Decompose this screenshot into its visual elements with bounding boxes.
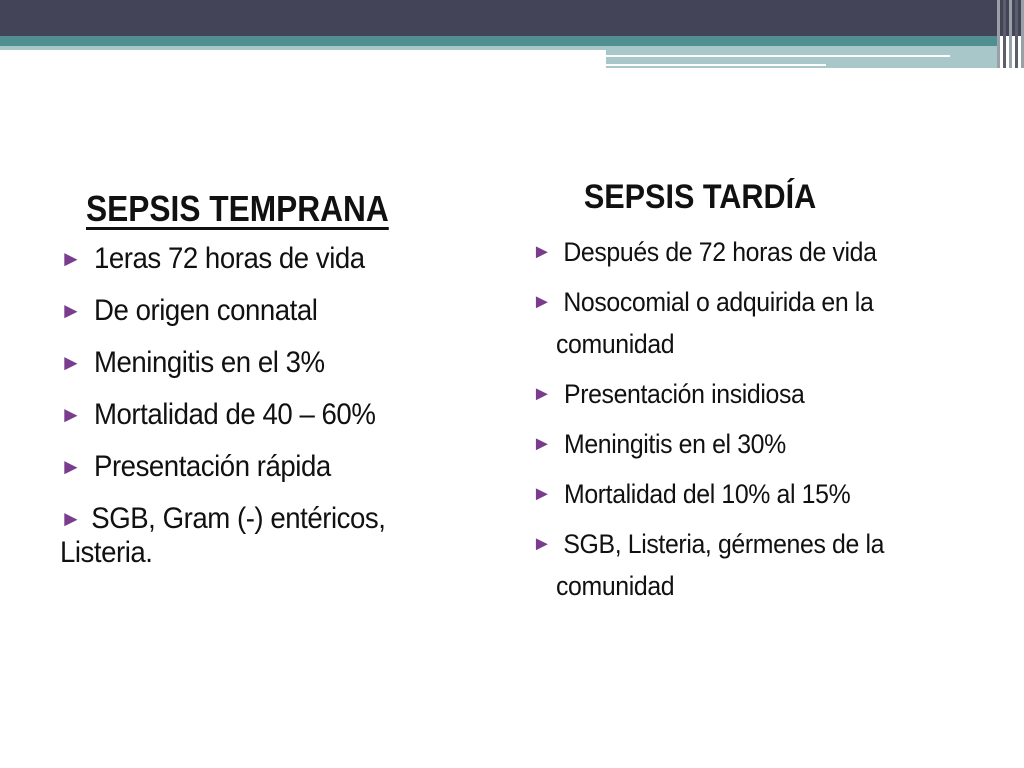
bullet-arrow-icon: ► bbox=[60, 402, 82, 427]
bullet-arrow-icon: ► bbox=[60, 298, 82, 323]
bullet-arrow-icon: ► bbox=[60, 506, 82, 531]
list-item bbox=[530, 373, 950, 415]
list-item bbox=[530, 473, 950, 515]
list-item bbox=[58, 346, 478, 380]
list-item-text: Meningitis en el 30% bbox=[564, 429, 786, 459]
list-item-text: Presentación rápida bbox=[94, 450, 331, 483]
list-item-text: 1eras 72 horas de vida bbox=[94, 242, 365, 275]
bullet-arrow-icon: ► bbox=[60, 350, 82, 375]
bullet-arrow-icon: ► bbox=[532, 533, 552, 555]
list-item-text: De origen connatal bbox=[94, 294, 318, 327]
list-item bbox=[530, 231, 950, 273]
list-item-text: Mortalidad de 40 – 60% bbox=[94, 398, 376, 431]
list-item bbox=[58, 450, 478, 484]
right-column bbox=[530, 178, 950, 615]
bullet-arrow-icon: ► bbox=[60, 246, 82, 271]
list-item-text: Mortalidad del 10% al 15% bbox=[564, 479, 851, 509]
right-column-heading: SEPSIS TARDÍA bbox=[583, 178, 817, 216]
list-item bbox=[530, 423, 950, 465]
header-stripe bbox=[1015, 0, 1018, 68]
list-item bbox=[58, 294, 478, 328]
header-bar bbox=[0, 0, 1024, 36]
left-column-list bbox=[58, 242, 478, 570]
header-stripe bbox=[997, 0, 1000, 68]
header-stripe bbox=[1009, 0, 1012, 68]
list-item-text: SGB, Listeria, gérmenes de la comunidad bbox=[556, 529, 885, 601]
header-stripes bbox=[988, 0, 1024, 68]
list-item-text: Nosocomial o adquirida en la comunidad bbox=[556, 287, 874, 359]
left-column-heading: SEPSIS TEMPRANA bbox=[86, 188, 389, 229]
list-item bbox=[530, 523, 950, 607]
header-right-line bbox=[606, 55, 950, 57]
list-item-text: Meningitis en el 3% bbox=[94, 346, 325, 379]
list-item bbox=[58, 502, 478, 570]
header-right-line-2 bbox=[606, 64, 826, 66]
list-item bbox=[530, 281, 950, 365]
list-item bbox=[58, 242, 478, 276]
header-stripe bbox=[1003, 0, 1006, 68]
bullet-arrow-icon: ► bbox=[532, 383, 552, 405]
list-item-text: SGB, Gram (-) entéricos, Listeria. bbox=[60, 502, 386, 569]
right-column-list bbox=[530, 231, 950, 607]
list-item-text: Después de 72 horas de vida bbox=[563, 237, 877, 267]
bullet-arrow-icon: ► bbox=[532, 433, 552, 455]
bullet-arrow-icon: ► bbox=[532, 483, 552, 505]
list-item-text: Presentación insidiosa bbox=[564, 379, 805, 409]
header-accent-bar bbox=[0, 36, 1000, 46]
bullet-arrow-icon: ► bbox=[532, 291, 552, 313]
left-column bbox=[58, 188, 478, 588]
bullet-arrow-icon: ► bbox=[532, 241, 552, 263]
bullet-arrow-icon: ► bbox=[60, 454, 82, 479]
list-item bbox=[58, 398, 478, 432]
